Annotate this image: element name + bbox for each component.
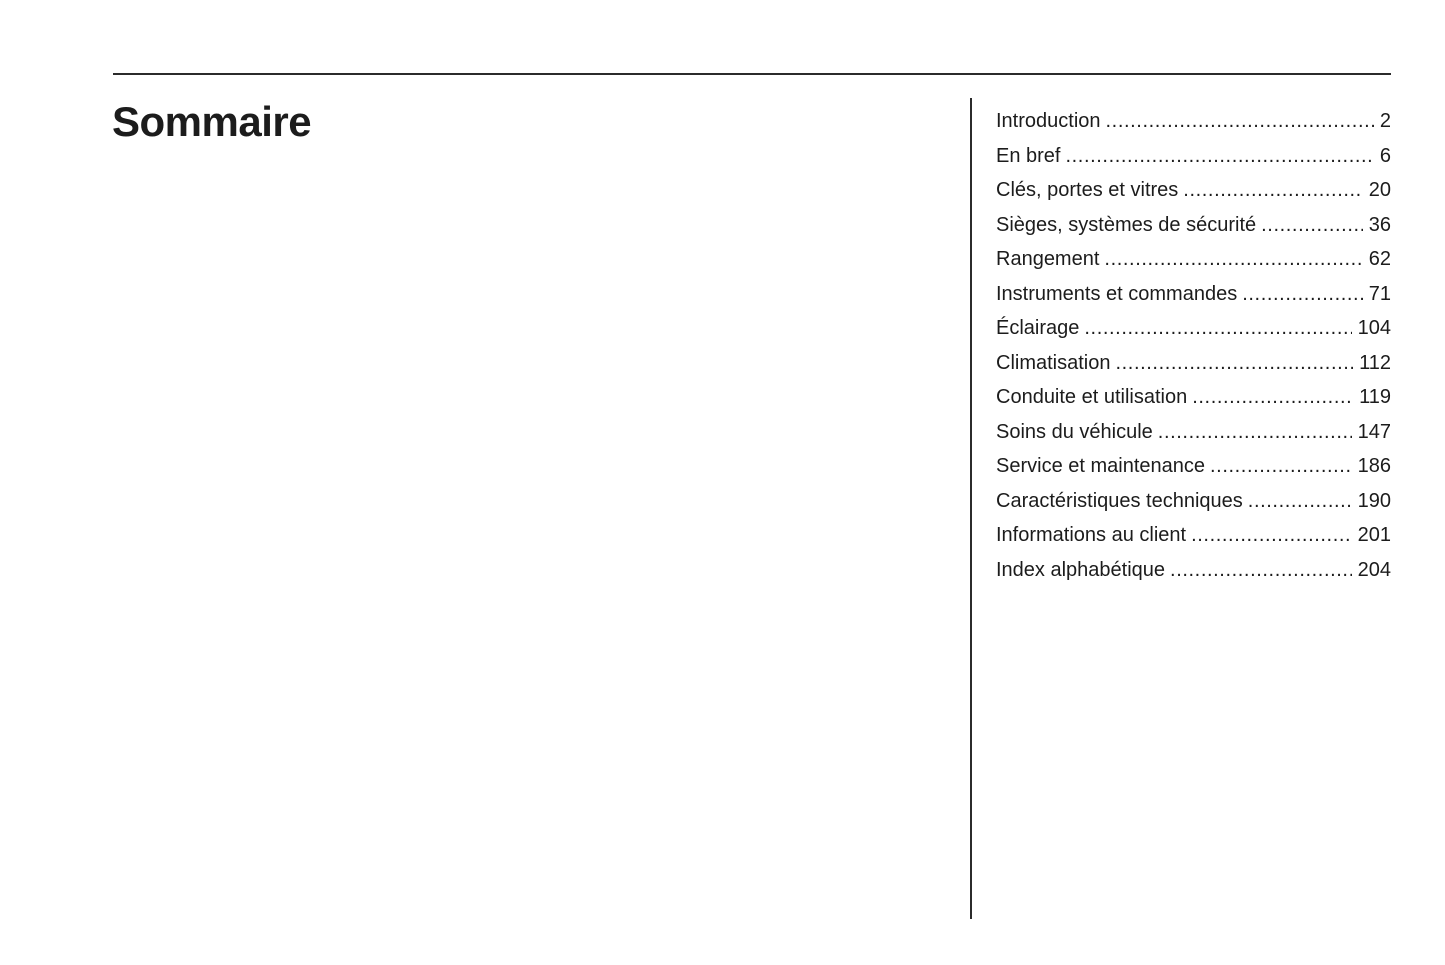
toc-item[interactable] [996, 449, 1391, 484]
toc-item-page: 204 [1357, 558, 1391, 581]
toc-item[interactable] [996, 208, 1391, 243]
toc-leader-dots [1242, 277, 1363, 312]
toc-item-page: 147 [1357, 420, 1391, 443]
toc-item-page: 104 [1357, 317, 1391, 339]
toc-leader-dots [1158, 415, 1352, 450]
toc-leader-dots [1065, 139, 1373, 174]
toc-item[interactable] [996, 553, 1391, 588]
toc-leader-dots [1261, 208, 1363, 243]
toc-item-label: En bref [996, 144, 1061, 167]
toc-item-page: 62 [1368, 248, 1391, 270]
toc-item[interactable] [996, 415, 1391, 450]
toc-item-label: Sièges, systèmes de sécurité [996, 213, 1257, 236]
toc-item[interactable] [996, 139, 1391, 174]
toc-leader-dots [1248, 484, 1352, 519]
toc-item[interactable] [996, 277, 1391, 312]
toc-item-page: 186 [1357, 455, 1391, 477]
toc-item-page: 20 [1368, 179, 1391, 201]
top-rule [113, 73, 1391, 75]
toc-leader-dots [1106, 104, 1374, 139]
toc-item[interactable] [996, 518, 1391, 553]
toc-item-label: Conduite et utilisation [996, 386, 1188, 408]
toc-item[interactable] [996, 104, 1391, 139]
toc-item-page: 2 [1379, 110, 1391, 132]
toc-item-label: Service et maintenance [996, 455, 1206, 477]
toc-item-label: Index alphabétique [996, 558, 1166, 581]
toc-item-label: Rangement [996, 248, 1100, 270]
toc-item-page: 36 [1368, 213, 1391, 236]
table-of-contents [996, 104, 1391, 587]
toc-item-label: Instruments et commandes [996, 282, 1238, 305]
toc-leader-dots [1115, 346, 1353, 381]
toc-leader-dots [1191, 518, 1352, 553]
toc-leader-dots [1192, 380, 1353, 415]
toc-item-label: Clés, portes et vitres [996, 179, 1179, 201]
toc-item[interactable] [996, 242, 1391, 277]
toc-item-label: Introduction [996, 110, 1101, 132]
toc-leader-dots [1084, 311, 1351, 346]
toc-item-label: Éclairage [996, 317, 1080, 339]
toc-item[interactable] [996, 173, 1391, 208]
toc-item-label: Caractéristiques techniques [996, 489, 1243, 512]
toc-item-page: 119 [1359, 386, 1391, 408]
toc-item-page: 201 [1357, 524, 1391, 546]
toc-item-page: 6 [1379, 144, 1391, 167]
toc-leader-dots [1170, 553, 1352, 588]
toc-leader-dots [1104, 242, 1362, 277]
toc-item-page: 112 [1359, 351, 1391, 374]
toc-item[interactable] [996, 380, 1391, 415]
toc-item-page: 190 [1357, 489, 1391, 512]
column-divider [970, 98, 972, 919]
toc-item-label: Informations au client [996, 524, 1187, 546]
toc-item[interactable] [996, 346, 1391, 381]
toc-item-label: Climatisation [996, 351, 1111, 374]
toc-item-page: 71 [1368, 282, 1391, 305]
toc-item-label: Soins du véhicule [996, 420, 1153, 443]
toc-item[interactable] [996, 484, 1391, 519]
page-title: Sommaire [112, 98, 312, 145]
toc-item[interactable] [996, 311, 1391, 346]
toc-leader-dots [1183, 173, 1362, 208]
toc-leader-dots [1210, 449, 1352, 484]
